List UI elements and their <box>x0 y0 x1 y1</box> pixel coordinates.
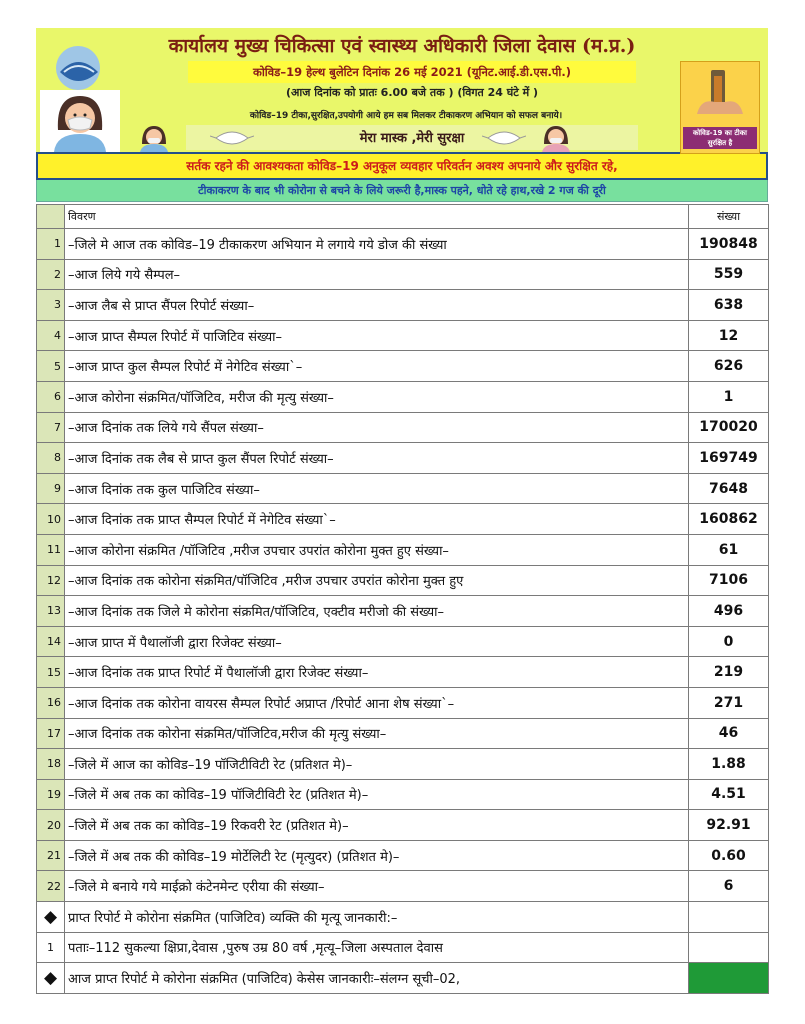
row-number: 4 <box>37 320 65 351</box>
row-value: 0.60 <box>689 840 769 871</box>
row-description: –जिले में अब तक का कोविड–19 रिकवरी रेट (प्रतिशत मे)– <box>65 810 689 841</box>
masked-girl-illustration <box>40 90 120 152</box>
row-number: 17 <box>37 718 65 749</box>
row-description: –जिले में अब तक की कोविड–19 मोर्टेलिटी रेट (मृत्युदर) (प्रतिशत मे)– <box>65 840 689 871</box>
row-description: –जिले मे आज तक कोविड–19 टीकाकरण अभियान मे लगाये गये डोज की संख्या <box>65 229 689 260</box>
table-row <box>37 504 769 535</box>
table-row <box>37 229 769 260</box>
row-description: –आज दिनांक तक कोरोना संक्रमित/पॉजिटिव ,मरीज उपचार उपरांत कोरोना मुक्त हुए <box>65 565 689 596</box>
row-description: –जिले में अब तक का कोविड–19 पॉजिटीविटी रेट (प्रतिशत मे)– <box>65 779 689 810</box>
statistics-table-footer <box>37 902 769 994</box>
row-value: 46 <box>689 718 769 749</box>
green-status-cell <box>689 963 769 994</box>
row-value: 0 <box>689 626 769 657</box>
row-value: 61 <box>689 534 769 565</box>
row-description: –जिले मे बनाये गये माईक्रो कंटेनमेन्ट एरीया की संख्या– <box>65 871 689 902</box>
row-value: 559 <box>689 259 769 290</box>
vaccine-poster-caption: कोविड-19 का टीका सुरक्षित है <box>683 127 757 149</box>
row-number: 12 <box>37 565 65 596</box>
row-number: 21 <box>37 840 65 871</box>
row-description: –आज दिनांक तक प्राप्त सैम्पल रिपोर्ट में नेगेटिव संख्या`– <box>65 504 689 535</box>
bulletin-date-line: कोविड–19 हेल्थ बुलेटिन दिनांक 26 मई 2021 (यूनिट.आई.डी.एस.पी.) <box>188 61 636 83</box>
row-description: –आज दिनांक तक प्राप्त रिपोर्ट में पैथालॉजी द्वारा रिजेक्ट संख्या– <box>65 657 689 688</box>
empty-value-cell <box>689 932 769 963</box>
positive-cases-note: आज प्राप्त रिपोर्ट मे कोरोना संक्रमित (पाजिटिव) केसेस जानकारीः–संलग्न सूची–02, <box>65 963 689 994</box>
table-row <box>37 687 769 718</box>
row-number: 20 <box>37 810 65 841</box>
table-row <box>37 657 769 688</box>
row-number: 14 <box>37 626 65 657</box>
empty-value-cell <box>689 902 769 933</box>
row-description: –आज दिनांक तक लिये गये सैंपल संख्या– <box>65 412 689 443</box>
row-number: 22 <box>37 871 65 902</box>
death-entry-number: 1 <box>37 932 65 963</box>
row-description: –आज दिनांक तक लैब से प्राप्त कुल सैंपल रिपोर्ट संख्या– <box>65 443 689 474</box>
row-description: –आज दिनांक तक कुल पाजिटिव संख्या– <box>65 473 689 504</box>
positive-cases-row <box>37 963 769 994</box>
row-number: 13 <box>37 596 65 627</box>
row-value: 169749 <box>689 443 769 474</box>
row-value: 6 <box>689 871 769 902</box>
table-row <box>37 443 769 474</box>
row-value: 170020 <box>689 412 769 443</box>
row-value: 7648 <box>689 473 769 504</box>
row-number: 8 <box>37 443 65 474</box>
row-number: 11 <box>37 534 65 565</box>
row-value: 1.88 <box>689 749 769 780</box>
header-description: विवरण <box>65 205 689 229</box>
row-value: 1 <box>689 381 769 412</box>
table-row <box>37 810 769 841</box>
table-row <box>37 871 769 902</box>
table-row <box>37 351 769 382</box>
row-number: 19 <box>37 779 65 810</box>
row-number: 1 <box>37 229 65 260</box>
small-girl-icon <box>134 124 174 152</box>
table-row <box>37 290 769 321</box>
bulletin-header <box>36 28 768 152</box>
row-value: 12 <box>689 320 769 351</box>
row-number: 10 <box>37 504 65 535</box>
header-number-cell <box>37 205 65 229</box>
row-value: 7106 <box>689 565 769 596</box>
table-row <box>37 320 769 351</box>
table-row <box>37 565 769 596</box>
death-entry-row <box>37 932 769 963</box>
row-value: 638 <box>689 290 769 321</box>
health-bulletin-sheet <box>36 28 768 994</box>
row-description: –आज कोरोना संक्रमित/पॉजिटिव, मरीज की मृत्यु संख्या– <box>65 381 689 412</box>
row-description: –आज प्राप्त कुल सैम्पल रिपोर्ट में नेगेटिव संख्या`– <box>65 351 689 382</box>
row-value: 626 <box>689 351 769 382</box>
death-entry-detail: पताः–112 सुकल्या क्षिप्रा,देवास ,पुरुष उम्र 80 वर्ष ,मृत्यू–जिला अस्पताल देवास <box>65 932 689 963</box>
table-row <box>37 840 769 871</box>
row-value: 190848 <box>689 229 769 260</box>
header-count: संख्या <box>689 205 769 229</box>
table-row <box>37 412 769 443</box>
vaccination-appeal: कोविड–19 टीका,सुरक्षित,उपयोगी आये हम सब मिलकर टीकाकरण अभियान को सफल बनाये। <box>249 111 563 121</box>
safety-advice-bar: टीकाकरण के बाद भी कोरोना से बचने के लिये जरूरी है,मास्क पहने, धोते रहे हाथ,रखे 2 गज की दूरी <box>36 180 768 202</box>
row-value: 219 <box>689 657 769 688</box>
small-girl-icon <box>536 124 576 152</box>
table-row <box>37 779 769 810</box>
statistics-table <box>36 204 769 994</box>
row-value: 160862 <box>689 504 769 535</box>
row-number: 18 <box>37 749 65 780</box>
row-description: –आज कोरोना संक्रमित /पॉजिटिव ,मरीज उपचार उपरांत कोरोना मुक्त हुए संख्या– <box>65 534 689 565</box>
report-time-line: (आज दिनांक को प्रातः 6.00 बजे तक ) (विगत 24 घंटे में ) <box>285 86 539 99</box>
row-value: 496 <box>689 596 769 627</box>
row-value: 92.91 <box>689 810 769 841</box>
death-info-heading: प्राप्त रिपोर्ट मे कोरोना संक्रमित (पाजिटिव) व्यक्ति की मृत्यू जानकारी:– <box>65 902 689 933</box>
table-header-row <box>37 205 769 229</box>
row-description: –आज दिनांक तक कोरोना वायरस सैम्पल रिपोर्ट अप्राप्त /रिपोर्ट आना शेष संख्या`– <box>65 687 689 718</box>
mask-slogan: मेरा मास्क ,मेरी सुरक्षा <box>359 131 465 146</box>
office-title: कार्यालय मुख्य चिकित्सा एवं स्वास्थ्य अधिकारी जिला देवास (म.प्र.) <box>168 35 636 57</box>
row-number: 7 <box>37 412 65 443</box>
row-number: 15 <box>37 657 65 688</box>
row-number: 6 <box>37 381 65 412</box>
row-description: –आज दिनांक तक कोरोना संक्रमित/पॉजिटिव,मरीज की मृत्यु संख्या– <box>65 718 689 749</box>
row-description: –आज लैब से प्राप्त सैंपल रिपोर्ट संख्या– <box>65 290 689 321</box>
row-description: –आज दिनांक तक जिले मे कोरोना संक्रमित/पॉजिटिव, एक्टीव मरीजो की संख्या– <box>65 596 689 627</box>
vaccine-poster <box>680 61 760 154</box>
row-value: 271 <box>689 687 769 718</box>
precaution-warning-bar: सर्तक रहने की आवश्यकता कोविड–19 अनुकूल व्यवहार परिवर्तन अवश्य अपनाये और सुरक्षित रहे, <box>36 152 768 180</box>
table-row <box>37 473 769 504</box>
row-number: 16 <box>37 687 65 718</box>
mask-illustration <box>54 42 104 94</box>
table-row <box>37 534 769 565</box>
row-description: –आज प्राप्त सैम्पल रिपोर्ट में पाजिटिव संख्या– <box>65 320 689 351</box>
small-mask-icon <box>482 126 526 150</box>
table-row <box>37 626 769 657</box>
table-row <box>37 596 769 627</box>
row-description: –जिले में आज का कोविड–19 पॉजिटीविटी रेट (प्रतिशत मे)– <box>65 749 689 780</box>
table-row <box>37 749 769 780</box>
diamond-bullet-icon: ◆ <box>37 902 65 933</box>
table-row <box>37 718 769 749</box>
statistics-table-body <box>37 205 769 902</box>
small-mask-icon <box>210 126 254 150</box>
diamond-bullet-icon: ◆ <box>37 963 65 994</box>
row-number: 3 <box>37 290 65 321</box>
table-row <box>37 381 769 412</box>
row-value: 4.51 <box>689 779 769 810</box>
row-description: –आज प्राप्त में पैथालॉजी द्वारा रिजेक्ट संख्या– <box>65 626 689 657</box>
death-info-heading-row <box>37 902 769 933</box>
row-number: 9 <box>37 473 65 504</box>
row-number: 5 <box>37 351 65 382</box>
row-description: –आज लिये गये सैम्पल– <box>65 259 689 290</box>
table-row <box>37 259 769 290</box>
row-number: 2 <box>37 259 65 290</box>
